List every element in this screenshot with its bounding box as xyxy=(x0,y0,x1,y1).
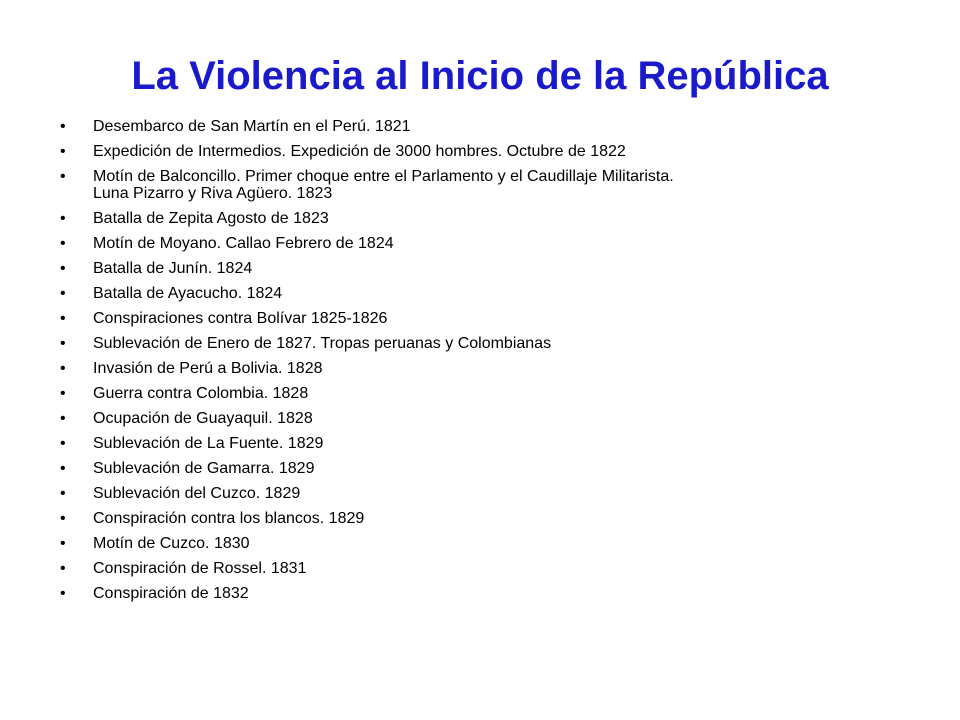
list-item-text: Conspiraciones contra Bolívar 1825-1826 xyxy=(93,310,388,327)
list-item xyxy=(60,585,920,602)
bullet-dot-icon: • xyxy=(60,235,66,252)
list-item xyxy=(60,385,920,402)
bullet-dot-icon: • xyxy=(60,285,66,302)
list-item xyxy=(60,485,920,502)
bullet-dot-icon: • xyxy=(60,510,66,527)
list-item-text: Motín de Moyano. Callao Febrero de 1824 xyxy=(93,235,394,252)
list-item-text: Sublevación de Gamarra. 1829 xyxy=(93,460,315,477)
bullet-dot-icon: • xyxy=(60,385,66,402)
list-item xyxy=(60,535,920,552)
list-item-text: Desembarco de San Martín en el Perú. 1821 xyxy=(93,118,411,135)
bullet-dot-icon: • xyxy=(60,310,66,327)
bullet-dot-icon: • xyxy=(60,168,66,185)
list-item-text: Sublevación de La Fuente. 1829 xyxy=(93,435,324,452)
bullet-dot-icon: • xyxy=(60,485,66,502)
bullet-dot-icon: • xyxy=(60,335,66,352)
bullet-dot-icon: • xyxy=(60,560,66,577)
bullet-dot-icon: • xyxy=(60,360,66,377)
list-item xyxy=(60,260,920,277)
list-item-text: Invasión de Perú a Bolivia. 1828 xyxy=(93,360,323,377)
bullet-dot-icon: • xyxy=(60,435,66,452)
list-item-text: Conspiración de Rossel. 1831 xyxy=(93,560,307,577)
list-item xyxy=(60,360,920,377)
list-item xyxy=(60,235,920,252)
list-item xyxy=(60,118,920,135)
list-item xyxy=(60,285,920,302)
list-item-text: Guerra contra Colombia. 1828 xyxy=(93,385,309,402)
list-item-text: Batalla de Ayacucho. 1824 xyxy=(93,285,283,302)
list-item xyxy=(60,560,920,577)
bullet-dot-icon: • xyxy=(60,585,66,602)
list-item-text: Sublevación del Cuzco. 1829 xyxy=(93,485,301,502)
list-item-text: Conspiración contra los blancos. 1829 xyxy=(93,510,365,527)
list-item xyxy=(60,143,920,160)
bullet-dot-icon: • xyxy=(60,410,66,427)
list-item-text: Expedición de Intermedios. Expedición de 3000 hombres. Octubre de 1822 xyxy=(93,143,626,160)
list-item xyxy=(60,460,920,477)
list-item xyxy=(60,510,920,527)
bullet-dot-icon: • xyxy=(60,535,66,552)
bullet-dot-icon: • xyxy=(60,118,66,135)
list-item-text: Batalla de Zepita Agosto de 1823 xyxy=(93,210,329,227)
bullet-dot-icon: • xyxy=(60,460,66,477)
bullet-dot-icon: • xyxy=(60,210,66,227)
list-item-text: Conspiración de 1832 xyxy=(93,585,249,602)
list-item-text: Sublevación de Enero de 1827. Tropas peruanas y Colombianas xyxy=(93,335,552,352)
bullet-dot-icon: • xyxy=(60,260,66,277)
list-item xyxy=(60,335,920,352)
list-item xyxy=(60,410,920,427)
list-item-text: Motín de Cuzco. 1830 xyxy=(93,535,250,552)
bullet-dot-icon: • xyxy=(60,143,66,160)
list-item xyxy=(60,210,920,227)
list-item xyxy=(60,435,920,452)
list-item-text: Batalla de Junín. 1824 xyxy=(93,260,253,277)
bullet-list xyxy=(60,118,920,610)
list-item xyxy=(60,168,920,202)
slide-title: La Violencia al Inicio de la República xyxy=(131,54,829,98)
list-item xyxy=(60,310,920,327)
list-item-text: Ocupación de Guayaquil. 1828 xyxy=(93,410,313,427)
list-item-text: Motín de Balconcillo. Primer choque entre el Parlamento y el Caudillaje Militarista. Luna Pizarro y Riva Agüero. 1823 xyxy=(93,168,674,202)
